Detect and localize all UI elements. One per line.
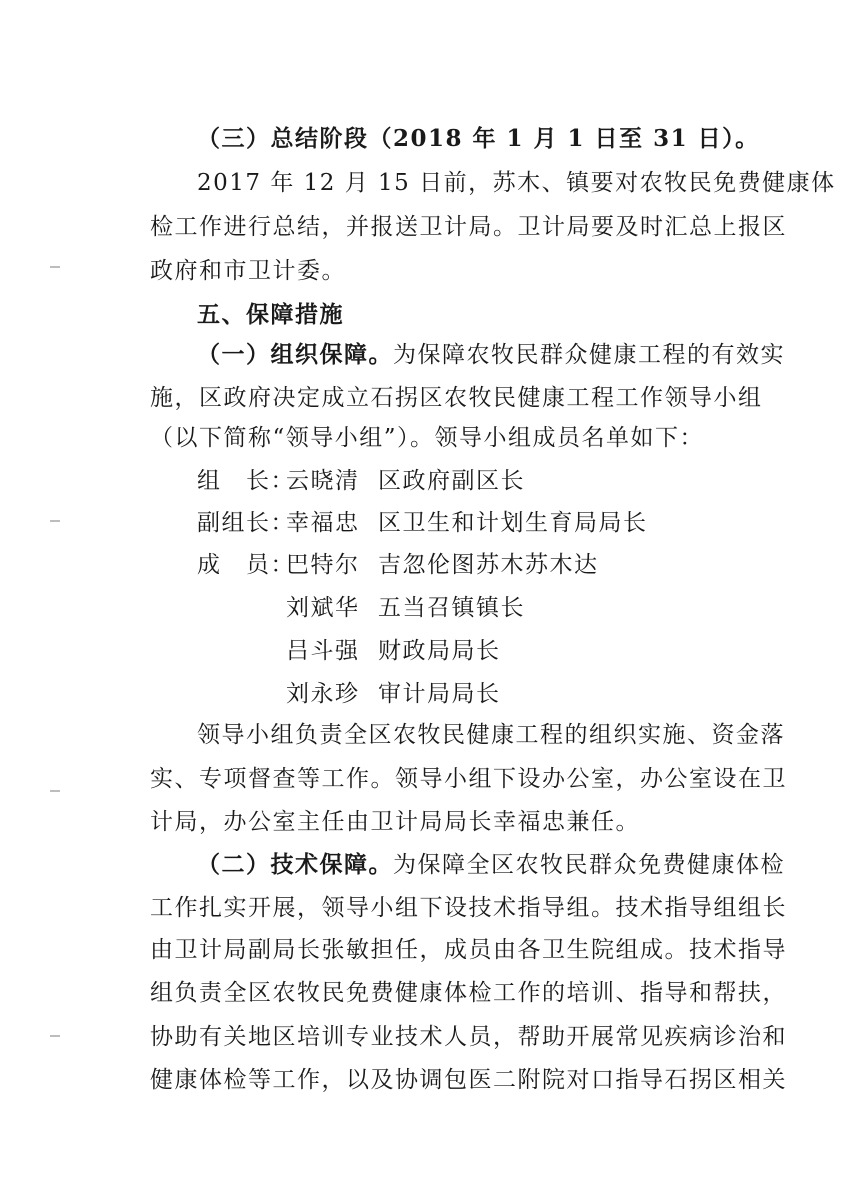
scan-mark [50, 266, 60, 268]
member-name: 巴特尔 [286, 552, 360, 578]
paragraph-line: 协助有关地区培训专业技术人员，帮助开展常见疾病诊治和 [150, 1024, 787, 1050]
tech-lead: （二）技术保障。 [197, 851, 393, 878]
paragraph-line: 健康体检等工作，以及协调包医二附院对口指导石拐区相关 [150, 1067, 787, 1093]
scan-mark [50, 790, 60, 792]
section-5-heading: 五、保障措施 [197, 301, 344, 328]
member-name: 刘斌华 [286, 595, 360, 621]
paragraph-line: 工作扎实开展，领导小组下设技术指导组。技术指导组组长 [150, 895, 787, 921]
member-name: 吕斗强 [286, 638, 360, 664]
member-title: 审计局局长 [378, 681, 501, 707]
paragraph-line: 计局，办公室主任由卫计局局长幸福忠兼任。 [150, 809, 640, 835]
section-3-heading: （三）总结阶段（2018 年 1 月 1 日至 31 日）。 [197, 125, 760, 152]
scan-mark [50, 1035, 60, 1037]
org-first-line-rest: 为保障农牧民群众健康工程的有效实 [393, 342, 785, 368]
member-title: 区卫生和计划生育局局长 [378, 510, 648, 536]
tech-first-line [197, 850, 785, 880]
member-role: 成 员： [197, 552, 295, 578]
paragraph-line: 施，区政府决定成立石拐区农牧民健康工程工作领导小组 [150, 385, 763, 411]
paragraph-line: 实、专项督查等工作。领导小组下设办公室，办公室设在卫 [150, 766, 787, 792]
paragraph-line: 领导小组负责全区农牧民健康工程的组织实施、资金落 [197, 722, 785, 748]
member-name: 刘永珍 [286, 681, 360, 707]
paragraph-line: 政府和市卫计委。 [150, 258, 346, 284]
member-role: 组 长： [197, 468, 295, 494]
member-role: 副组长： [197, 510, 295, 536]
member-name: 云晓清 [286, 468, 360, 494]
paragraph-line: （以下简称“领导小组”）。领导小组成员名单如下： [150, 425, 705, 451]
paragraph-line: 检工作进行总结，并报送卫计局。卫计局要及时汇总上报区 [150, 214, 787, 240]
org-first-line [197, 340, 785, 370]
paragraph-line: 2017 年 12 月 15 日前，苏木、镇要对农牧民免费健康体 [197, 170, 836, 196]
scan-mark [50, 520, 60, 522]
member-title: 五当召镇镇长 [378, 595, 525, 621]
member-name: 幸福忠 [286, 510, 360, 536]
member-title: 吉忽伦图苏木苏木达 [378, 552, 599, 578]
org-lead: （一）组织保障。 [197, 341, 393, 368]
paragraph-line: 组负责全区农牧民免费健康体检工作的培训、指导和帮扶， [150, 980, 787, 1006]
member-title: 区政府副区长 [378, 468, 525, 494]
tech-first-line-rest: 为保障全区农牧民群众免费健康体检 [393, 852, 785, 878]
member-title: 财政局局长 [378, 638, 501, 664]
paragraph-line: 由卫计局副局长张敏担任，成员由各卫生院组成。技术指导 [150, 937, 787, 963]
